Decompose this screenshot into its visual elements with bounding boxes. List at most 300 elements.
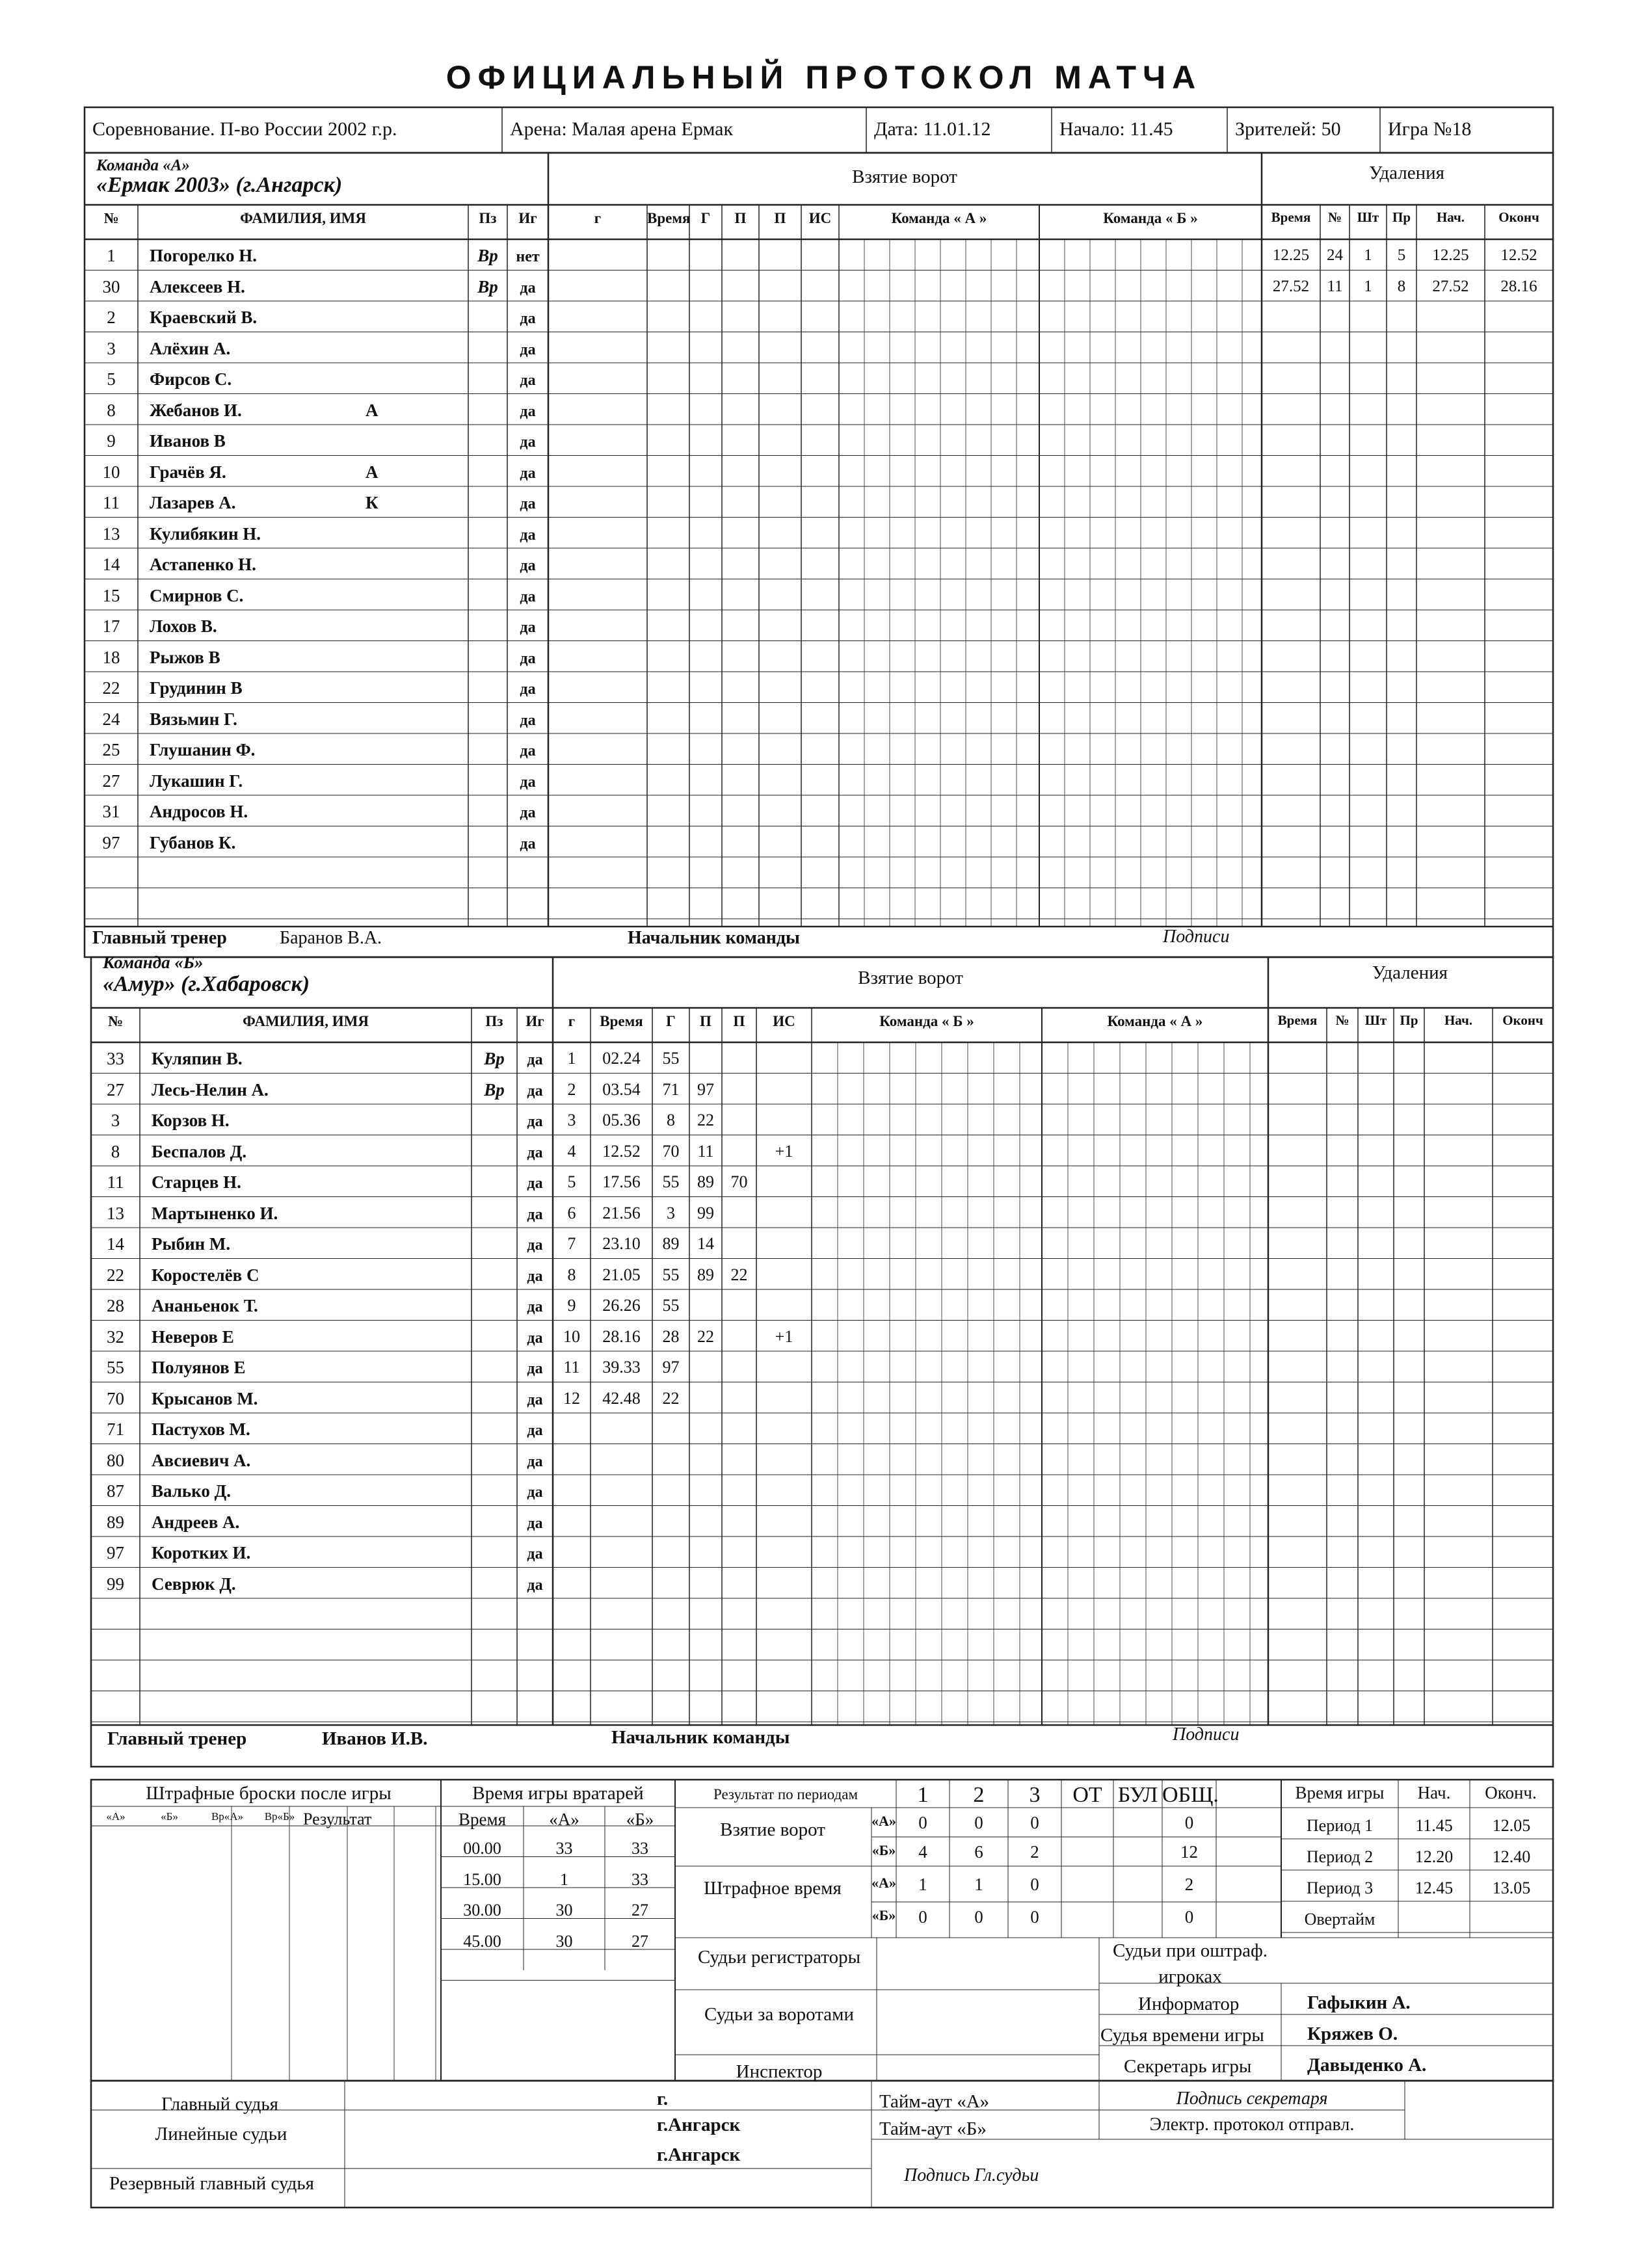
team-b-col-g: г bbox=[568, 1013, 576, 1029]
team-a-player-played: да bbox=[520, 372, 536, 389]
arena: Арена: Малая арена Ермак bbox=[510, 118, 734, 140]
period-col-total: ОБЩ. bbox=[1162, 1783, 1219, 1807]
goalie-time-col: «А» bbox=[549, 1810, 579, 1829]
period-col-ot: ОТ bbox=[1072, 1783, 1102, 1807]
goalie-time-col: Время bbox=[459, 1810, 506, 1829]
game-time-cell: 12.20 bbox=[1415, 1847, 1454, 1866]
team-a-player-name: Погорелко Н. bbox=[150, 246, 257, 265]
team-b-player-played: да bbox=[527, 1144, 543, 1161]
team-b-goal-cell: 28.16 bbox=[602, 1326, 641, 1346]
team-b-player-name: Беспалов Д. bbox=[152, 1141, 247, 1161]
team-b-goal-cell: 89 bbox=[697, 1172, 714, 1191]
team-b-col-goal: Г bbox=[666, 1013, 676, 1029]
team-a-player-number: 13 bbox=[102, 523, 120, 544]
team-a-player-number: 24 bbox=[102, 709, 120, 729]
team-b-player-number: 33 bbox=[107, 1049, 124, 1068]
team-b-name: «Амур» (г.Хабаровск) bbox=[103, 972, 310, 996]
goalie-time-cell: 30 bbox=[555, 1931, 573, 1951]
team-a-player-played: да bbox=[520, 526, 536, 544]
period-col-1: 1 bbox=[917, 1783, 929, 1807]
team-b-col-played: Иг bbox=[525, 1013, 544, 1029]
team-a-player-name: Астапенко Н. bbox=[150, 555, 256, 574]
team-a-col-g: г bbox=[594, 210, 602, 226]
team-b-player-number: 71 bbox=[107, 1419, 124, 1439]
team-b-player-played: да bbox=[527, 1329, 543, 1347]
game-time-cell: Овертайм bbox=[1304, 1910, 1376, 1929]
team-a-player-number: 97 bbox=[102, 832, 120, 852]
team-b-signatures: Подписи bbox=[1173, 1724, 1240, 1745]
team-b-col-assist2: П bbox=[733, 1013, 745, 1029]
team-a-player-pos: Вр bbox=[477, 276, 498, 297]
team-b-col-pen-min: Шт bbox=[1364, 1012, 1387, 1028]
team-a-player-played: да bbox=[520, 711, 536, 729]
team-b-col-time: Время bbox=[600, 1013, 643, 1029]
shootout-col: «А» bbox=[106, 1810, 126, 1823]
grid-frame bbox=[85, 153, 1553, 957]
team-a-penalty-cell: 28.16 bbox=[1500, 277, 1537, 295]
electronic-protocol-label: Электр. протокол отправл. bbox=[1149, 2115, 1355, 2135]
periods-cell: 0 bbox=[974, 1813, 983, 1832]
team-a-player-number: 5 bbox=[107, 369, 116, 389]
team-b-coach-label: Главный тренер bbox=[107, 1728, 247, 1749]
periods-cell: 0 bbox=[1030, 1875, 1039, 1894]
team-a-player-played: да bbox=[520, 279, 536, 297]
team-a-player-played: да bbox=[520, 588, 536, 605]
registrars-label: Судьи регистраторы bbox=[697, 1947, 861, 1968]
team-b-coach: Иванов И.В. bbox=[322, 1728, 428, 1749]
period-col-bul: БУЛ bbox=[1117, 1783, 1158, 1807]
team-b-goal-cell: 12.52 bbox=[602, 1141, 641, 1161]
team-b-player-name: Валько Д. bbox=[152, 1481, 231, 1501]
periods-team-label: «Б» bbox=[871, 1907, 896, 1923]
team-a-player-name: Андросов Н. bbox=[150, 802, 248, 821]
timeout-a: Тайм-аут «А» bbox=[879, 2091, 990, 2112]
team-a-player-number: 25 bbox=[102, 740, 120, 759]
team-a-col-team-first: Команда « А » bbox=[891, 210, 987, 226]
team-b-col-num: № bbox=[107, 1013, 124, 1029]
page-title: ОФИЦИАЛЬНЫЙ ПРОТОКОЛ МАТЧА bbox=[445, 59, 1203, 96]
team-a-player-played: да bbox=[520, 681, 536, 698]
team-b-player-pos: Вр bbox=[484, 1049, 505, 1068]
team-b-col-pos: Пз bbox=[485, 1013, 503, 1029]
team-a-penalty-cell: 1 bbox=[1364, 246, 1372, 264]
team-a-penalty-cell: 24 bbox=[1327, 246, 1343, 264]
periods-cell: 2 bbox=[1030, 1842, 1039, 1862]
team-b-goal-cell: 05.36 bbox=[602, 1111, 641, 1129]
periods-cell: 0 bbox=[1030, 1813, 1039, 1832]
team-a-player-played: да bbox=[520, 619, 536, 636]
shootout-col: Результат bbox=[303, 1810, 372, 1828]
team-b-goal-cell: 55 bbox=[662, 1265, 680, 1284]
team-a-player-played: да bbox=[520, 835, 536, 852]
team-a-player-name: Иванов В bbox=[150, 431, 226, 451]
team-b-goal-cell: 8 bbox=[667, 1111, 675, 1129]
team-a-player-name: Смирнов С. bbox=[150, 585, 244, 605]
game-time-cell: 11.45 bbox=[1415, 1816, 1453, 1835]
team-a-coach-label: Главный тренер bbox=[92, 928, 227, 948]
team-a-col-pen-min: Шт bbox=[1357, 209, 1379, 225]
team-b-goal-cell: 26.26 bbox=[602, 1296, 641, 1315]
game-time-cell: Период 1 bbox=[1306, 1816, 1374, 1835]
team-b-col-pen-num: № bbox=[1335, 1012, 1349, 1028]
team-a-penalty-cell: 27.52 bbox=[1432, 277, 1469, 295]
team-a-player-number: 30 bbox=[102, 276, 120, 297]
informer: Гафыкин А. bbox=[1307, 1992, 1411, 2013]
team-a-player-number: 27 bbox=[102, 771, 120, 791]
team-a-player-played: да bbox=[520, 773, 536, 791]
secretary-signature-label: Подпись секретаря bbox=[1176, 2089, 1328, 2109]
team-a-player-played: да bbox=[520, 310, 536, 327]
team-b-goal-cell: 7 bbox=[567, 1234, 576, 1253]
team-b-goal-cell: 97 bbox=[662, 1358, 680, 1377]
team-b-player-played: да bbox=[527, 1175, 543, 1192]
team-a-player-played: да bbox=[520, 557, 536, 574]
team-a-player-name: Кулибякин Н. bbox=[150, 523, 261, 544]
team-b-goal-cell: 22 bbox=[697, 1326, 714, 1346]
team-a-player-role: А bbox=[365, 462, 379, 482]
game-number: Игра №18 bbox=[1388, 118, 1472, 140]
team-b-goal-cell: 4 bbox=[567, 1141, 576, 1161]
team-b-goal-cell: 39.33 bbox=[602, 1358, 641, 1377]
team-a-player-played: нет bbox=[516, 248, 540, 265]
team-a-player-name: Фирсов С. bbox=[150, 369, 232, 389]
team-b-goal-cell: 8 bbox=[567, 1265, 576, 1284]
team-b-player-name: Севрюк Д. bbox=[152, 1574, 236, 1594]
team-b-goal-cell: 11 bbox=[563, 1358, 580, 1377]
team-b-goal-cell: 17.56 bbox=[602, 1172, 641, 1191]
goalie-time-cell: 33 bbox=[631, 1839, 648, 1858]
team-b-player-played: да bbox=[527, 1422, 543, 1439]
secretary: Давыденко А. bbox=[1307, 2055, 1427, 2076]
team-a-player-name: Алёхин А. bbox=[150, 338, 231, 358]
team-b-player-played: да bbox=[527, 1453, 543, 1470]
team-b-player-played: да bbox=[527, 1299, 543, 1315]
periods-cell: 0 bbox=[1184, 1907, 1194, 1927]
team-b-player-name: Старцев Н. bbox=[152, 1172, 241, 1192]
team-a-col-goal: Г bbox=[700, 210, 711, 226]
team-a-player-role: К bbox=[365, 493, 379, 512]
timeout-b: Тайм-аут «Б» bbox=[879, 2118, 987, 2139]
team-a-col-name: ФАМИЛИЯ, ИМЯ bbox=[240, 210, 366, 226]
linesman1-city: г.Ангарск bbox=[657, 2115, 741, 2135]
team-b-goal-cell: 89 bbox=[697, 1265, 714, 1284]
team-b-goal-cell: 03.54 bbox=[602, 1079, 641, 1099]
team-b-goal-cell: 3 bbox=[567, 1111, 576, 1129]
team-b-col-team-first: Команда « Б » bbox=[879, 1013, 974, 1029]
team-a-penalty-cell: 12.52 bbox=[1500, 246, 1537, 264]
inspector-label: Инспектор bbox=[736, 2061, 823, 2082]
team-a-col-assist2: П bbox=[774, 210, 786, 226]
team-b-player-played: да bbox=[527, 1391, 543, 1408]
periods-cell: 1 bbox=[974, 1875, 983, 1894]
team-a-player-name: Алексеев Н. bbox=[150, 276, 245, 297]
secretary-label: Секретарь игры bbox=[1124, 2056, 1252, 2077]
team-b-player-name: Ананьенок Т. bbox=[152, 1296, 258, 1315]
team-a-player-number: 9 bbox=[107, 431, 116, 451]
team-b-goal-cell: 5 bbox=[567, 1172, 576, 1191]
game-time-title: Время игры bbox=[1295, 1783, 1385, 1802]
team-a-player-number: 1 bbox=[107, 246, 116, 265]
team-a-player-name: Грачёв Я. bbox=[150, 462, 226, 482]
team-a-col-team-second: Команда « Б » bbox=[1103, 210, 1198, 226]
team-a-col-pen-num: № bbox=[1327, 209, 1342, 225]
team-a-player-name: Лазарев А. bbox=[150, 493, 236, 512]
team-a-player-name: Жебанов И. bbox=[150, 400, 242, 420]
team-b-player-number: 13 bbox=[107, 1203, 124, 1223]
team-b-goal-cell: 70 bbox=[730, 1172, 748, 1191]
team-a-player-played: да bbox=[520, 464, 536, 482]
game-time-cell: Период 3 bbox=[1306, 1879, 1374, 1897]
goalie-time-cell: 15.00 bbox=[463, 1869, 501, 1889]
team-b-player-name: Крысанов М. bbox=[152, 1388, 258, 1408]
match-date: Дата: 11.01.12 bbox=[874, 118, 991, 140]
team-b-col-pen-time: Время bbox=[1277, 1012, 1318, 1028]
team-a-penalty-cell: 27.52 bbox=[1272, 277, 1310, 295]
team-b-player-name: Коростелёв С bbox=[152, 1265, 259, 1285]
team-a-player-played: да bbox=[520, 434, 536, 451]
team-a-col-pen-reason: Пр bbox=[1392, 209, 1411, 225]
team-b-player-played: да bbox=[527, 1113, 543, 1130]
team-a-penalty-cell: 12.25 bbox=[1432, 246, 1469, 264]
team-a-player-number: 2 bbox=[107, 308, 116, 327]
team-a-player-name: Краевский В. bbox=[150, 308, 258, 327]
team-a-col-gs: ИС bbox=[808, 210, 832, 226]
grid-frame bbox=[91, 957, 1553, 1767]
team-a-player-number: 14 bbox=[102, 555, 120, 574]
team-a-player-number: 15 bbox=[102, 585, 120, 605]
team-b-player-number: 3 bbox=[111, 1111, 120, 1130]
periods-cell: 0 bbox=[918, 1813, 927, 1832]
team-b-player-number: 70 bbox=[107, 1388, 124, 1408]
team-a-player-name: Вязьмин Г. bbox=[150, 709, 237, 729]
periods-team-label: «Б» bbox=[871, 1842, 896, 1858]
shootout-col: Вр«Б» bbox=[264, 1810, 295, 1823]
shootout-title: Штрафные броски после игры bbox=[146, 1783, 392, 1804]
team-b-player-name: Полуянов Е bbox=[152, 1358, 246, 1377]
team-b-goal-cell: 11 bbox=[697, 1141, 714, 1161]
team-a-col-pen-time: Время bbox=[1271, 209, 1311, 225]
goalie-time-col: «Б» bbox=[626, 1810, 654, 1829]
team-b-player-name: Лесь-Нелин А. bbox=[152, 1079, 269, 1100]
team-b-player-played: да bbox=[527, 1360, 543, 1377]
team-b-goal-cell: 71 bbox=[662, 1079, 680, 1099]
goalie-time-cell: 27 bbox=[631, 1901, 648, 1919]
team-a-player-played: да bbox=[520, 402, 536, 420]
team-b-col-pen-start: Нач. bbox=[1444, 1012, 1473, 1028]
team-b-goal-cell: 9 bbox=[567, 1296, 576, 1315]
match-start: Начало: 11.45 bbox=[1059, 118, 1173, 140]
game-time-cell: 12.05 bbox=[1492, 1816, 1531, 1835]
team-b-player-pos: Вр bbox=[484, 1079, 505, 1100]
team-a-player-played: да bbox=[520, 341, 536, 358]
team-a-player-number: 22 bbox=[102, 678, 120, 698]
team-b-col-pen-reason: Пр bbox=[1400, 1012, 1418, 1028]
periods-cell: 0 bbox=[1184, 1813, 1194, 1832]
periods-cell: 0 bbox=[974, 1907, 983, 1927]
game-time-end-header: Оконч. bbox=[1485, 1783, 1537, 1802]
team-b-player-number: 99 bbox=[107, 1574, 124, 1594]
team-b-goal-cell: 23.10 bbox=[602, 1234, 641, 1253]
team-a-player-number: 8 bbox=[107, 400, 116, 420]
periods-title: Результат по периодам bbox=[713, 1786, 858, 1802]
team-b-goal-cell: 02.24 bbox=[602, 1049, 641, 1068]
periods-team-label: «А» bbox=[871, 1813, 896, 1829]
team-b-player-name: Корзов Н. bbox=[152, 1111, 230, 1130]
periods-cell: 4 bbox=[918, 1842, 927, 1862]
periods-goals-label: Взятие ворот bbox=[720, 1819, 825, 1840]
team-b-player-played: да bbox=[527, 1484, 543, 1501]
goalie-time-cell: 33 bbox=[631, 1869, 648, 1889]
team-b-goal-cell: 89 bbox=[662, 1234, 680, 1253]
team-a-col-time: Время bbox=[647, 210, 691, 226]
penalty-box-judges-label: Судьи при оштраф. игроках bbox=[1112, 1940, 1268, 1987]
team-a-goals-title: Взятие ворот bbox=[852, 166, 957, 187]
team-a-player-number: 18 bbox=[102, 647, 120, 667]
timekeeper-label: Судья времени игры bbox=[1100, 2025, 1264, 2046]
team-b-player-number: 80 bbox=[107, 1450, 124, 1470]
team-b-label: Команда «Б» bbox=[103, 953, 204, 972]
team-a-player-number: 11 bbox=[103, 493, 120, 512]
team-a-player-name: Губанов К. bbox=[150, 832, 236, 852]
goalie-time-cell: 33 bbox=[555, 1839, 573, 1858]
team-b-goal-cell: 42.48 bbox=[602, 1388, 641, 1408]
informer-label: Информатор bbox=[1138, 1994, 1240, 2014]
period-col-3: 3 bbox=[1029, 1783, 1041, 1807]
team-a-col-pen-start: Нач. bbox=[1436, 209, 1465, 225]
team-a-penalties-title: Удаления bbox=[1368, 163, 1445, 183]
goalie-time-cell: 45.00 bbox=[463, 1931, 501, 1951]
periods-cell: 1 bbox=[918, 1875, 927, 1894]
team-b-goal-cell: 99 bbox=[697, 1203, 714, 1222]
team-a-signatures: Подписи bbox=[1163, 927, 1230, 947]
game-time-cell: 12.45 bbox=[1415, 1879, 1454, 1897]
team-a-col-assist1: П bbox=[734, 210, 747, 226]
goalie-time-cell: 27 bbox=[631, 1931, 648, 1951]
game-time-cell: 12.40 bbox=[1492, 1847, 1531, 1866]
team-a-name: «Ермак 2003» (г.Ангарск) bbox=[96, 173, 343, 197]
team-b-player-played: да bbox=[527, 1082, 543, 1100]
periods-cell: 6 bbox=[974, 1842, 983, 1862]
team-b-player-number: 28 bbox=[107, 1296, 124, 1315]
team-b-player-number: 55 bbox=[107, 1358, 124, 1377]
team-b-goals-title: Взятие ворот bbox=[858, 968, 963, 988]
team-a-penalty-cell: 1 bbox=[1364, 277, 1372, 295]
team-b-player-name: Куляпин В. bbox=[152, 1049, 243, 1068]
team-b-goal-cell: +1 bbox=[775, 1326, 793, 1346]
team-b-goal-cell: 2 bbox=[567, 1079, 576, 1099]
team-b-player-name: Рыбин М. bbox=[152, 1234, 231, 1254]
periods-cell: 2 bbox=[1184, 1875, 1194, 1894]
team-a-player-played: да bbox=[520, 495, 536, 512]
team-a-player-played: да bbox=[520, 650, 536, 667]
game-time-cell: 13.05 bbox=[1492, 1879, 1531, 1897]
game-time-cell: Период 2 bbox=[1306, 1847, 1374, 1866]
main-referee-city: г. bbox=[657, 2089, 669, 2109]
team-b-col-gs: ИС bbox=[773, 1013, 795, 1029]
team-a-col-num: № bbox=[103, 210, 119, 226]
shootout-col: «Б» bbox=[161, 1810, 178, 1823]
team-b-player-number: 8 bbox=[111, 1141, 120, 1161]
team-b-goal-cell: 22 bbox=[662, 1388, 680, 1408]
team-a-penalty-cell: 11 bbox=[1327, 277, 1343, 295]
main-referee-label: Главный судья bbox=[161, 2094, 278, 2115]
team-a-player-name: Глушанин Ф. bbox=[150, 740, 256, 759]
period-col-2: 2 bbox=[973, 1783, 985, 1807]
team-a-player-number: 10 bbox=[102, 462, 120, 482]
team-b-player-name: Авсиевич А. bbox=[152, 1450, 251, 1470]
team-a-chief-label: Начальник команды bbox=[628, 928, 800, 948]
team-a-player-name: Рыжов В bbox=[150, 647, 220, 667]
team-a-col-pos: Пз bbox=[479, 210, 497, 226]
team-a-player-number: 31 bbox=[102, 802, 120, 821]
team-b-player-number: 87 bbox=[107, 1481, 124, 1501]
spectators: Зрителей: 50 bbox=[1235, 118, 1341, 140]
goalie-time-cell: 30.00 bbox=[463, 1901, 501, 1919]
team-b-player-number: 11 bbox=[107, 1172, 124, 1192]
team-b-goal-cell: 6 bbox=[567, 1203, 576, 1222]
team-a-col-played: Иг bbox=[518, 210, 537, 226]
team-b-goal-cell: 21.56 bbox=[602, 1203, 641, 1222]
team-b-player-number: 14 bbox=[107, 1234, 124, 1254]
goalie-time-cell: 1 bbox=[560, 1869, 568, 1889]
grid-frame bbox=[85, 107, 1553, 153]
team-b-goal-cell: 14 bbox=[697, 1234, 714, 1253]
team-b-player-number: 22 bbox=[107, 1265, 124, 1285]
team-b-goal-cell: 1 bbox=[567, 1049, 576, 1068]
goalie-time-cell: 00.00 bbox=[463, 1839, 501, 1858]
team-b-penalties-title: Удаления bbox=[1372, 962, 1448, 983]
team-b-goal-cell: 22 bbox=[697, 1111, 714, 1129]
team-b-goal-cell: 22 bbox=[730, 1265, 748, 1284]
team-b-goal-cell: 70 bbox=[662, 1141, 680, 1161]
team-b-goal-cell: 3 bbox=[667, 1203, 675, 1222]
team-a-player-number: 17 bbox=[102, 616, 120, 636]
team-a-player-role: А bbox=[365, 400, 379, 420]
chief-referee-signature-label: Подпись Гл.судьи bbox=[904, 2165, 1039, 2185]
team-b-goal-cell: 10 bbox=[563, 1326, 580, 1346]
periods-cell: 12 bbox=[1180, 1842, 1198, 1862]
team-a-player-played: да bbox=[520, 743, 536, 759]
team-b-player-played: да bbox=[527, 1514, 543, 1532]
team-a-player-name: Лохов В. bbox=[150, 616, 217, 636]
team-b-player-name: Коротких И. bbox=[152, 1543, 251, 1563]
goalie-time-cell: 30 bbox=[555, 1901, 573, 1919]
team-b-goal-cell: 12 bbox=[563, 1388, 580, 1408]
periods-team-label: «А» bbox=[871, 1875, 896, 1891]
team-b-player-played: да bbox=[527, 1546, 543, 1563]
periods-cell: 0 bbox=[1030, 1907, 1039, 1927]
team-a-player-name: Лукашин Г. bbox=[150, 771, 243, 791]
team-b-player-name: Пастухов М. bbox=[152, 1419, 250, 1439]
team-b-col-team-second: Команда « А » bbox=[1107, 1013, 1203, 1029]
team-b-player-name: Андреев А. bbox=[152, 1512, 240, 1532]
team-b-player-name: Мартыненко И. bbox=[152, 1203, 278, 1223]
team-b-col-pen-end: Оконч bbox=[1502, 1012, 1543, 1028]
team-a-penalty-cell: 12.25 bbox=[1272, 246, 1310, 264]
timekeeper: Кряжев О. bbox=[1307, 2024, 1398, 2044]
linesmen-label: Линейные судьи bbox=[155, 2124, 287, 2144]
team-a-player-played: да bbox=[520, 804, 536, 821]
team-b-player-played: да bbox=[527, 1267, 543, 1285]
team-b-goal-cell: +1 bbox=[775, 1141, 793, 1161]
team-b-goal-cell: 55 bbox=[662, 1172, 680, 1191]
team-a-coach: Баранов В.А. bbox=[280, 928, 382, 948]
team-b-player-number: 89 bbox=[107, 1512, 124, 1532]
team-b-col-name: ФАМИЛИЯ, ИМЯ bbox=[243, 1013, 369, 1029]
team-a-label: Команда «А» bbox=[96, 157, 190, 174]
team-b-goal-cell: 55 bbox=[662, 1296, 680, 1315]
team-b-player-number: 27 bbox=[107, 1079, 124, 1100]
